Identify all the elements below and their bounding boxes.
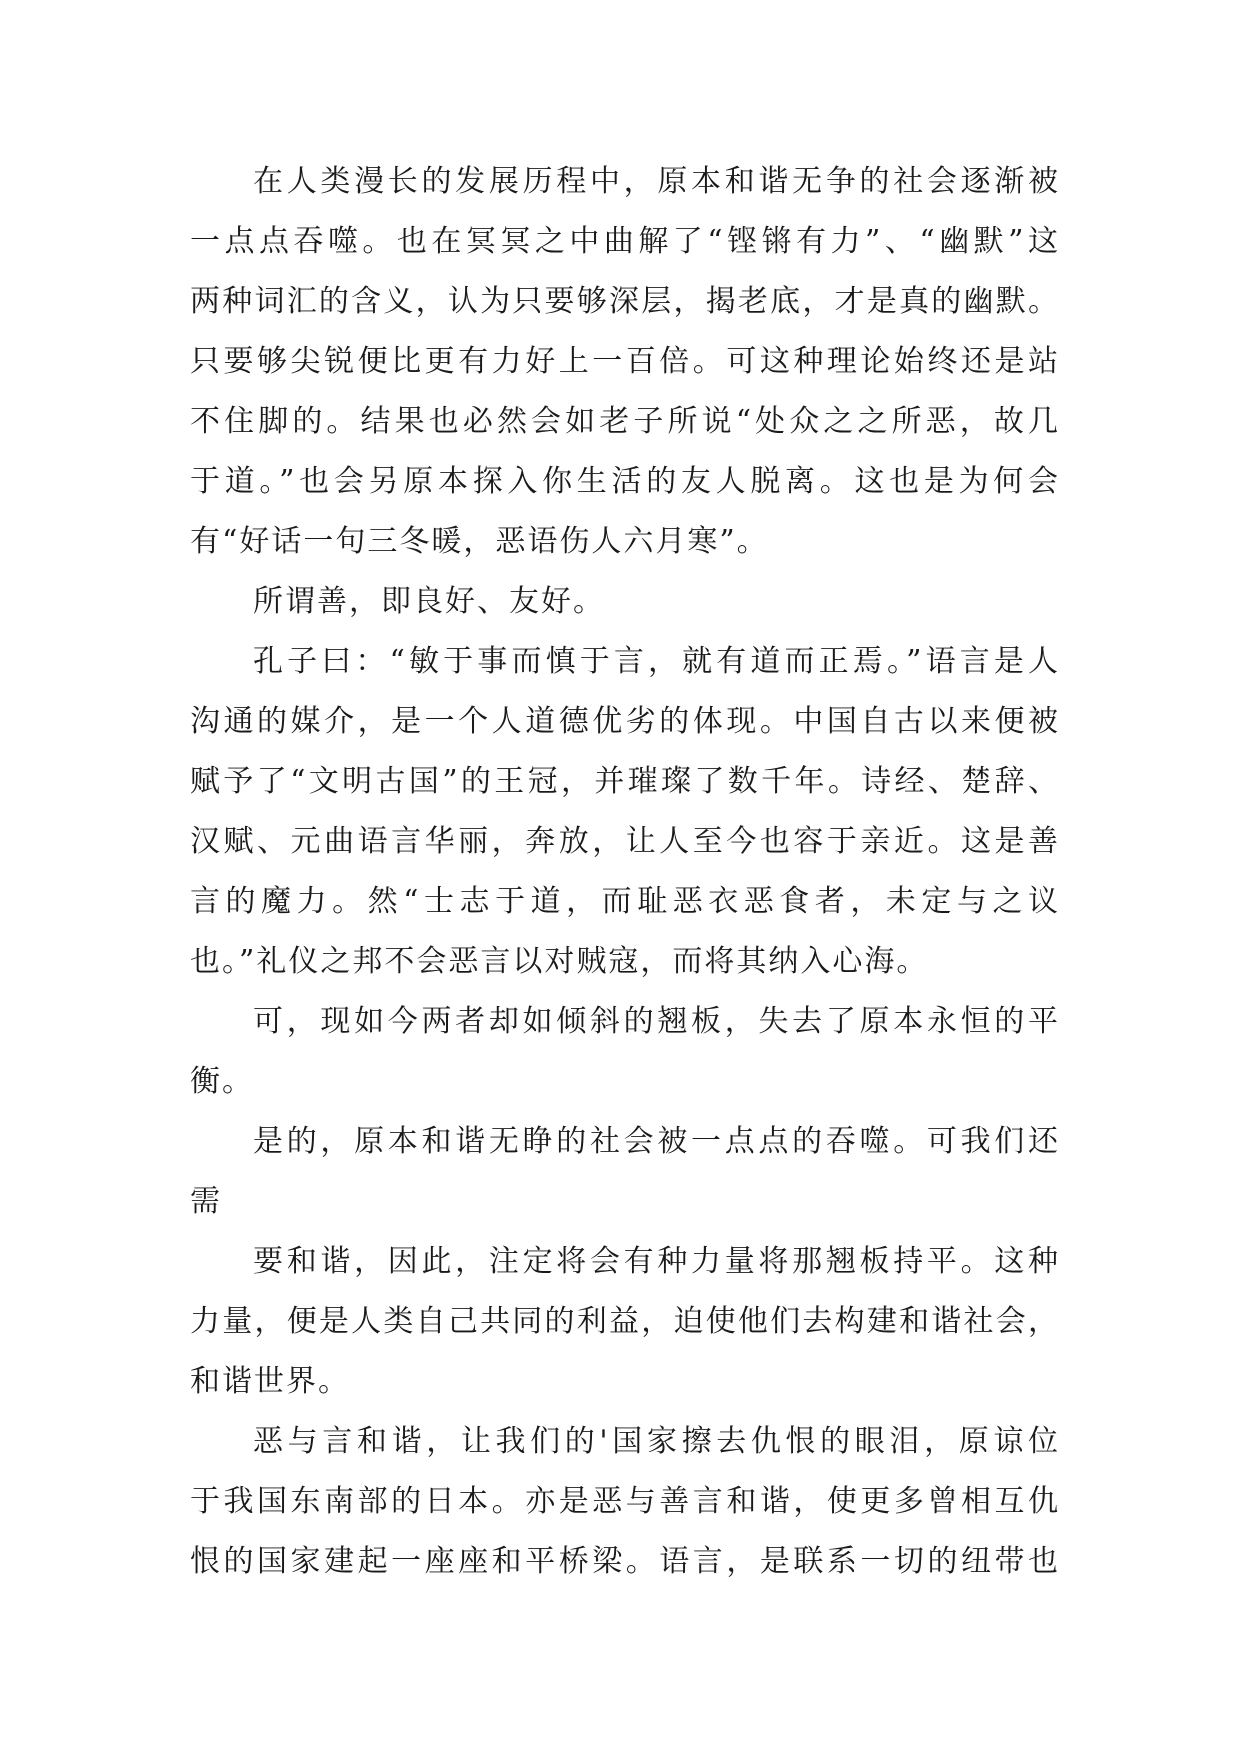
text-line: 力量，便是人类自己共同的利益，迫使他们去构建和谐社会，: [190, 1304, 1060, 1339]
text-line: 于道。”也会另原本探入你生活的友人脱离。这也是为何会: [190, 464, 1060, 499]
text-line: 要和谐，因此，注定将会有种力量将那翘板持平。这种: [253, 1244, 1060, 1279]
text-line: 于我国东南部的日本。亦是恶与善言和谐，使更多曾相互仇: [190, 1484, 1060, 1519]
text-line: 需: [190, 1184, 222, 1219]
text-line: 两种词汇的含义，认为只要够深层，揭老底，才是真的幽默。: [190, 284, 1060, 319]
text-line: 恨的国家建起一座座和平桥梁。语言，是联系一切的纽带也: [190, 1544, 1060, 1579]
text-line: 在人类漫长的发展历程中，原本和谐无争的社会逐渐被: [253, 164, 1060, 199]
text-line: 沟通的媒介，是一个人道德优劣的体现。中国自古以来便被: [190, 704, 1060, 739]
text-line: 恶与言和谐，让我们的'国家擦去仇恨的眼泪，原谅位: [253, 1424, 1060, 1459]
text-line: 有“好话一句三冬暖，恶语伤人六月寒”。: [190, 524, 769, 559]
text-line: 是的，原本和谐无睁的社会被一点点的吞噬。可我们还: [253, 1124, 1060, 1159]
text-line: 一点点吞噬。也在冥冥之中曲解了“铿锵有力”、“幽默”这: [190, 224, 1060, 259]
text-line: 孔子曰：“敏于事而慎于言，就有道而正焉。”语言是人: [253, 644, 1060, 679]
document-page: [190, 152, 1060, 1592]
text-line: 言的魔力。然“士志于道，而耻恶衣恶食者，未定与之议: [190, 884, 1060, 919]
text-line: 汉赋、元曲语言华丽，奔放，让人至今也容于亲近。这是善: [190, 824, 1060, 859]
text-line: 只要够尖锐便比更有力好上一百倍。可这种理论始终还是站: [190, 344, 1060, 379]
text-line: 可，现如今两者却如倾斜的翘板，失去了原本永恒的平: [253, 1004, 1060, 1039]
text-line: 衡。: [190, 1064, 254, 1099]
text-line: 和谐世界。: [190, 1364, 350, 1399]
text-line: 赋予了“文明古国”的王冠，并璀璨了数千年。诗经、楚辞、: [190, 764, 1060, 799]
text-line: 所谓善，即良好、友好。: [253, 584, 605, 619]
text-line: 不住脚的。结果也必然会如老子所说“处众之之所恶，故几: [190, 404, 1060, 439]
text-line: 也。”礼仪之邦不会恶言以对贼寇，而将其纳入心海。: [190, 944, 929, 979]
